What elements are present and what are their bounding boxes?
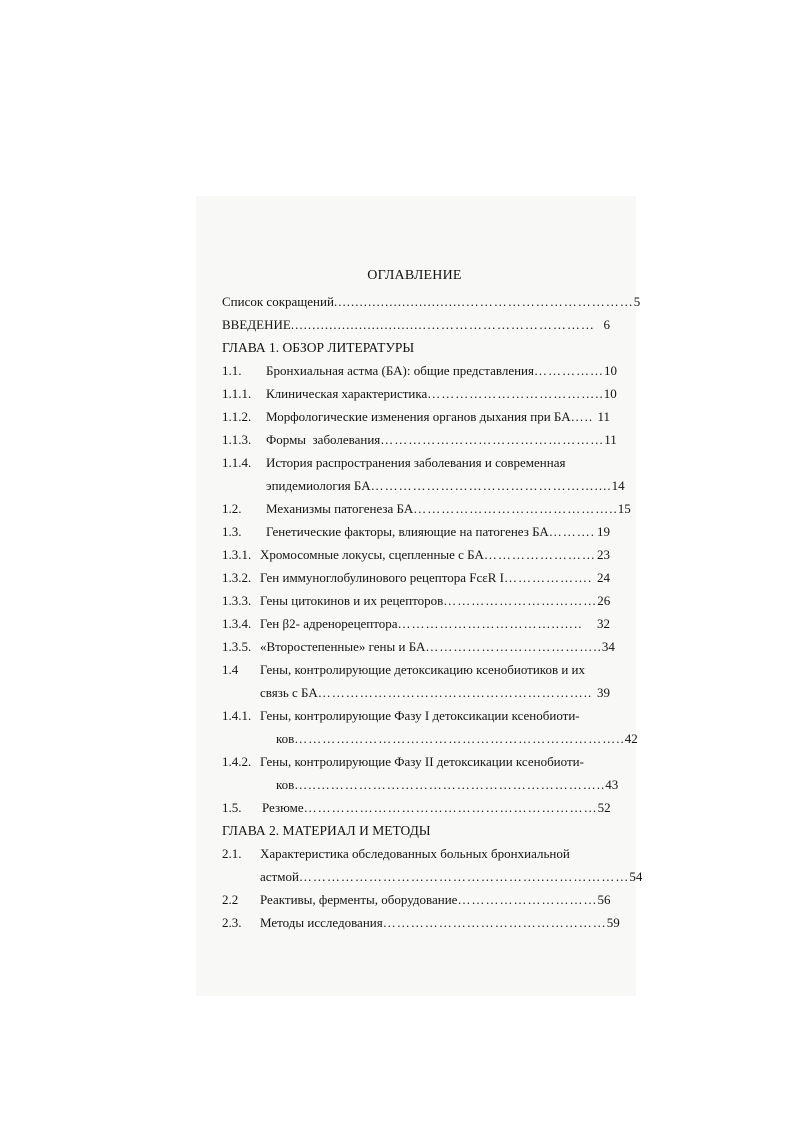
toc-page-number: 34	[601, 639, 615, 654]
toc-title: ОГЛАВЛЕНИЕ	[367, 268, 462, 283]
toc-chapter-label: ГЛАВА 2. МАТЕРИАЛ И МЕТОДЫ	[222, 823, 431, 838]
toc-entry-label: Механизмы патогенеза БА	[266, 501, 414, 516]
toc-page-number: 42	[624, 731, 638, 746]
toc-section-number: 1.3.	[222, 524, 242, 539]
toc-page-number: 32	[597, 616, 610, 631]
toc-section-number: 1.3.4.	[222, 616, 252, 631]
toc-section-number: 1.4	[222, 662, 239, 677]
toc-entry-label: Генетические факторы, влияющие на патогенез БА	[266, 524, 549, 539]
toc-entry-label: Бронхиальная астма (БА): общие представления	[266, 363, 534, 378]
toc-entry-1-3-3[interactable]	[222, 589, 610, 612]
leader-dots: ………………………………………………………	[303, 800, 598, 815]
toc-page-number: 43	[605, 777, 619, 792]
toc-page-number: 26	[597, 593, 611, 608]
toc-entry-label: История распространения заболевания и современная	[266, 455, 566, 470]
toc-section-number: 1.2.	[222, 501, 242, 516]
toc-entry-label: Гены цитокинов и их рецепторов	[260, 593, 444, 608]
toc-chapter-1[interactable]	[222, 336, 610, 359]
toc-section-number: 1.3.2.	[222, 570, 252, 585]
leader-dots: …………………………………………	[382, 915, 607, 930]
toc-section-number: 1.4.1.	[222, 708, 252, 723]
leader-dots: ……….	[548, 524, 596, 539]
toc-entry-1-1-2[interactable]	[222, 405, 610, 428]
table-of-contents	[222, 262, 643, 934]
toc-section-number: 2.1.	[222, 846, 242, 861]
toc-entry-label: Список сокращений	[222, 294, 334, 309]
toc-page-number: 14	[611, 478, 625, 493]
toc-page-number: 39	[597, 685, 610, 700]
toc-page-number: 6	[603, 317, 610, 332]
leader-dots: ……………………………………………..………………	[298, 869, 630, 884]
toc-entry-label: Гены, контролирующие детоксикацию ксенобиотиков и их	[260, 662, 586, 677]
toc-entry-label: Реактивы, ферменты, оборудование	[260, 892, 458, 907]
toc-entry-label: Резюме	[262, 800, 304, 815]
toc-entry-1-4-2[interactable]	[222, 750, 610, 773]
toc-entry-label: Ген β2- адренорецептора	[260, 616, 398, 631]
toc-entry-1-3[interactable]	[222, 520, 610, 543]
toc-section-number: 1.3.5.	[222, 639, 252, 654]
toc-entry-introduction[interactable]	[222, 313, 610, 336]
toc-entry-label: астмой	[260, 869, 299, 884]
toc-entry-1-4-continued[interactable]	[222, 681, 610, 704]
toc-page-number: 23	[597, 547, 610, 562]
toc-entry-label: Клиническая характеристика	[266, 386, 428, 401]
leader-dots: ……………………………………..	[413, 501, 618, 516]
toc-section-number: 1.1.3.	[222, 432, 252, 447]
toc-section-number: 2.3.	[222, 915, 242, 930]
toc-section-number: 1.4.2.	[222, 754, 252, 769]
toc-entry-label: Хромосомные локусы, сцепленные с БА	[260, 547, 484, 562]
toc-entry-label: связь с БА	[260, 685, 318, 700]
toc-entry-label: Формы заболевания	[266, 432, 381, 447]
toc-entry-2-1-continued[interactable]	[222, 865, 643, 888]
toc-entry-2-2[interactable]	[222, 888, 610, 911]
toc-page-number: 54	[629, 869, 643, 884]
toc-entry-2-3[interactable]	[222, 911, 620, 934]
toc-entry-1-1-4-continued[interactable]	[222, 474, 625, 497]
toc-section-number: 1.1.	[222, 363, 242, 378]
toc-entry-label: эпидемиология БА	[266, 478, 371, 493]
toc-entry-1-1-4[interactable]	[222, 451, 610, 474]
toc-entry-label: ков	[276, 731, 295, 746]
leader-dots: …..……………………………………………………..	[294, 777, 606, 792]
toc-entry-1-3-2[interactable]	[222, 566, 610, 589]
toc-entry-label: ков	[276, 777, 295, 792]
leader-dots: ……………….	[503, 570, 593, 585]
toc-entry-label: Гены, контролирующие Фазу I детоксикации ксенобиоти-	[260, 708, 580, 723]
toc-entry-label: «Второстепенные» гены и БА	[260, 639, 426, 654]
toc-entry-label: Характеристика обследованных больных бронхиальной	[260, 846, 570, 861]
toc-entry-1-1-1[interactable]	[222, 382, 617, 405]
leader-dots: ...............................………………………………	[333, 294, 634, 309]
toc-entry-1-2[interactable]	[222, 497, 631, 520]
leader-dots: ……………………………………………………………..	[294, 731, 625, 746]
toc-entry-1-4-2-continued[interactable]	[222, 773, 619, 796]
toc-page-number: 11	[604, 432, 617, 447]
toc-entry-label: Морфологические изменения органов дыхания при БА	[266, 409, 571, 424]
toc-section-number: 2.2	[222, 892, 239, 907]
toc-page-number: 24	[597, 570, 610, 585]
toc-entry-label: ВВЕДЕНИЕ	[222, 317, 291, 332]
leader-dots: …………………………………………………..	[317, 685, 593, 700]
leader-dots: …………………………………………....	[370, 478, 612, 493]
toc-entry-abbreviations[interactable]	[222, 290, 641, 313]
toc-section-number: 1.3.1.	[222, 547, 252, 562]
leader-dots: ……………………………..…..	[397, 616, 583, 631]
leader-dots: …………………………	[457, 892, 598, 907]
toc-entry-1-3-1[interactable]	[222, 543, 610, 566]
toc-entry-1-4[interactable]	[222, 658, 610, 681]
toc-entry-1-3-5[interactable]	[222, 635, 615, 658]
toc-entry-2-1[interactable]	[222, 842, 610, 865]
leader-dots: ………………………………..	[427, 386, 604, 401]
toc-page-number: 52	[597, 800, 611, 815]
toc-entry-1-1[interactable]	[222, 359, 617, 382]
toc-page-number: 11	[597, 409, 610, 424]
leader-dots: ................................………………………………	[290, 317, 595, 332]
leader-dots: …..	[570, 409, 594, 424]
toc-entry-label: Методы исследования	[260, 915, 383, 930]
toc-entry-1-3-4[interactable]	[222, 612, 610, 635]
leader-dots: ……………………	[483, 547, 596, 562]
toc-page-number: 15	[617, 501, 631, 516]
toc-entry-label: Гены, контролирующие Фазу II детоксикации ксенобиоти-	[260, 754, 584, 769]
toc-chapter-2[interactable]	[222, 819, 610, 842]
toc-entry-1-4-1[interactable]	[222, 704, 610, 727]
toc-entry-label: Ген иммуноглобулинового рецептора FcεR I	[260, 570, 504, 585]
toc-entry-1-1-3[interactable]	[222, 428, 617, 451]
toc-page-number: 56	[597, 892, 611, 907]
toc-section-number: 1.3.3.	[222, 593, 252, 608]
leader-dots: ……………………………	[443, 593, 598, 608]
toc-section-number: 1.1.1.	[222, 386, 252, 401]
toc-page-number: 59	[606, 915, 620, 930]
leader-dots: …………………………………………	[380, 432, 605, 447]
toc-entry-1-4-1-continued[interactable]	[222, 727, 638, 750]
toc-entry-1-5[interactable]	[222, 796, 610, 819]
toc-page-number: 10	[604, 363, 617, 378]
leader-dots: ………………………………..	[425, 639, 602, 654]
leader-dots: ……………	[534, 363, 604, 378]
toc-page-number: 10	[603, 386, 617, 401]
toc-page-number: 5	[633, 294, 641, 309]
toc-page-number: 19	[597, 524, 610, 539]
toc-section-number: 1.5.	[222, 800, 242, 815]
toc-section-number: 1.1.2.	[222, 409, 252, 424]
toc-section-number: 1.1.4.	[222, 455, 252, 470]
toc-chapter-label: ГЛАВА 1. ОБЗОР ЛИТЕРАТУРЫ	[222, 340, 415, 355]
